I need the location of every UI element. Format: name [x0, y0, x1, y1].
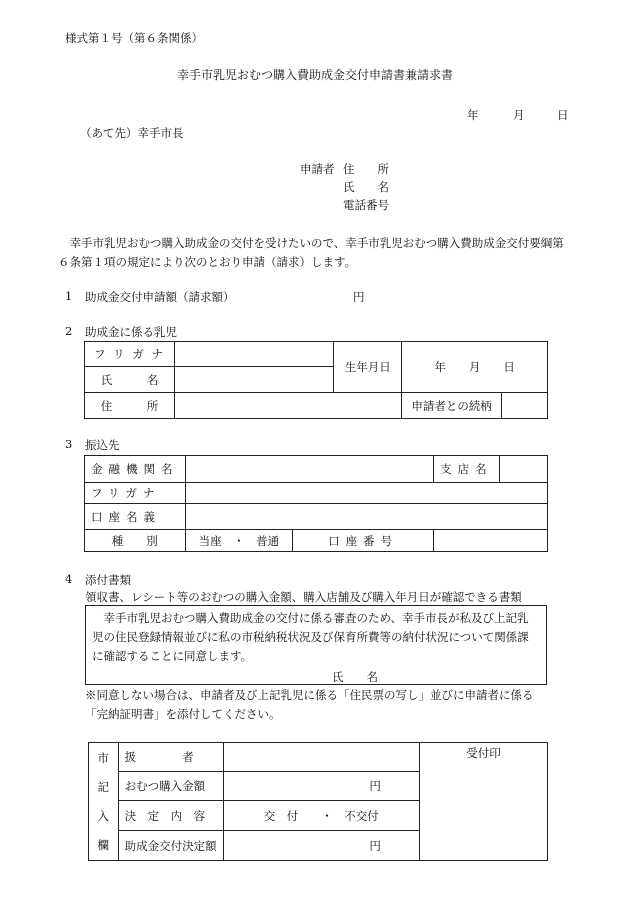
bank-name-label: 金融機関名	[85, 456, 186, 483]
holder-furigana-field[interactable]	[185, 483, 548, 504]
receipt-stamp-label: 受付印	[419, 743, 547, 861]
date-day: 日	[557, 108, 569, 122]
date-month: 月	[513, 108, 525, 122]
bank-table	[84, 455, 548, 552]
bank-name-field[interactable]	[185, 456, 434, 483]
handler-field[interactable]	[223, 743, 419, 772]
applicant-name-label: 氏 名	[343, 180, 389, 194]
purchase-amount-label: おむつ購入金額	[118, 772, 223, 801]
account-type-label: 種 別	[85, 530, 186, 552]
office-use-char-3: 入	[97, 808, 110, 823]
addressee: （あて先）幸手市長	[80, 126, 184, 140]
handler-label: 扱 者	[118, 743, 223, 772]
relation-field[interactable]	[502, 393, 548, 419]
consent-text: 幸手市乳児おむつ購入費助成金の交付に係る審査のため、幸手市長が私及び上記乳児の住民登録情報並びに私の市税納税状況及び保育所費等の納付状況について関係課に確認することに同意します。	[92, 611, 529, 663]
infant-address-field[interactable]	[174, 393, 401, 419]
section4-number: 4	[65, 572, 73, 586]
form-number: 様式第１号（第６条関係）	[65, 31, 203, 45]
decision-label: 決 定 内 容	[118, 801, 223, 831]
infant-name-field[interactable]	[174, 367, 333, 393]
attachment-note: ※同意しない場合は、申請者及び上記乳児に係る「住民票の写し」並びに申請者に係る「完納証明書」を添付してください。	[85, 688, 534, 721]
decision-options[interactable]: 交 付 ・ 不交付	[223, 801, 419, 831]
infant-furigana-label: フ リ ガ ナ	[85, 342, 175, 367]
office-use-table	[88, 742, 548, 861]
account-number-field[interactable]	[434, 530, 548, 552]
section1-unit: 円	[353, 290, 365, 304]
relation-label: 申請者との続柄	[402, 393, 502, 419]
office-use-char-1: 市	[97, 750, 110, 765]
birthdate-label: 生年月日	[334, 342, 402, 393]
infant-name-label: 氏 名	[85, 367, 175, 393]
office-use-vertical-label	[89, 743, 119, 861]
consent-name-label: 氏 名	[332, 670, 378, 684]
section2-number: 2	[65, 324, 73, 338]
consent-box	[85, 605, 547, 685]
grant-amount-label: 助成金交付決定額	[118, 831, 223, 861]
holder-furigana-label: フリガナ	[85, 483, 186, 504]
section1-title: 助成金交付申請額（請求額）	[85, 290, 235, 304]
holder-field[interactable]	[185, 504, 548, 530]
account-number-label: 口座番号	[293, 530, 434, 552]
infant-furigana-field[interactable]	[174, 342, 333, 367]
section3-title: 振込先	[85, 438, 120, 452]
branch-field[interactable]	[499, 456, 547, 483]
purchase-amount-unit[interactable]: 円	[223, 772, 419, 801]
infant-table	[84, 341, 548, 419]
infant-address-label: 住 所	[85, 393, 175, 419]
section4-title: 添付書類	[85, 573, 131, 587]
applicant-label: 申請者	[300, 162, 335, 176]
birthdate-value[interactable]: 年 月 日	[402, 342, 548, 393]
branch-label: 支店名	[434, 456, 500, 483]
applicant-address-label: 住 所	[343, 162, 389, 176]
holder-label: 口座名義	[85, 504, 186, 530]
section2-title: 助成金に係る乳児	[85, 325, 177, 339]
intro-paragraph: 幸手市乳児おむつ購入助成金の交付を受けたいので、幸手市乳児おむつ購入費助成金交付要綱第６条第１項の規定により次のとおり申請（請求）します。	[58, 236, 564, 269]
grant-amount-unit[interactable]: 円	[223, 831, 419, 861]
section3-number: 3	[65, 437, 73, 451]
attachment-description: 領収書、レシート等のおむつの購入金額、購入店舗及び購入年月日が確認できる書類	[85, 590, 522, 604]
office-use-char-4: 欄	[97, 837, 110, 852]
date-year: 年	[467, 108, 479, 122]
office-use-char-2: 記	[97, 779, 110, 794]
account-type-options[interactable]: 当座 ・ 普通	[185, 530, 293, 552]
form-title: 幸手市乳児おむつ購入費助成金交付申請書兼請求書	[176, 68, 453, 82]
section1-number: 1	[65, 289, 73, 303]
applicant-phone-label: 電話番号	[343, 198, 389, 212]
